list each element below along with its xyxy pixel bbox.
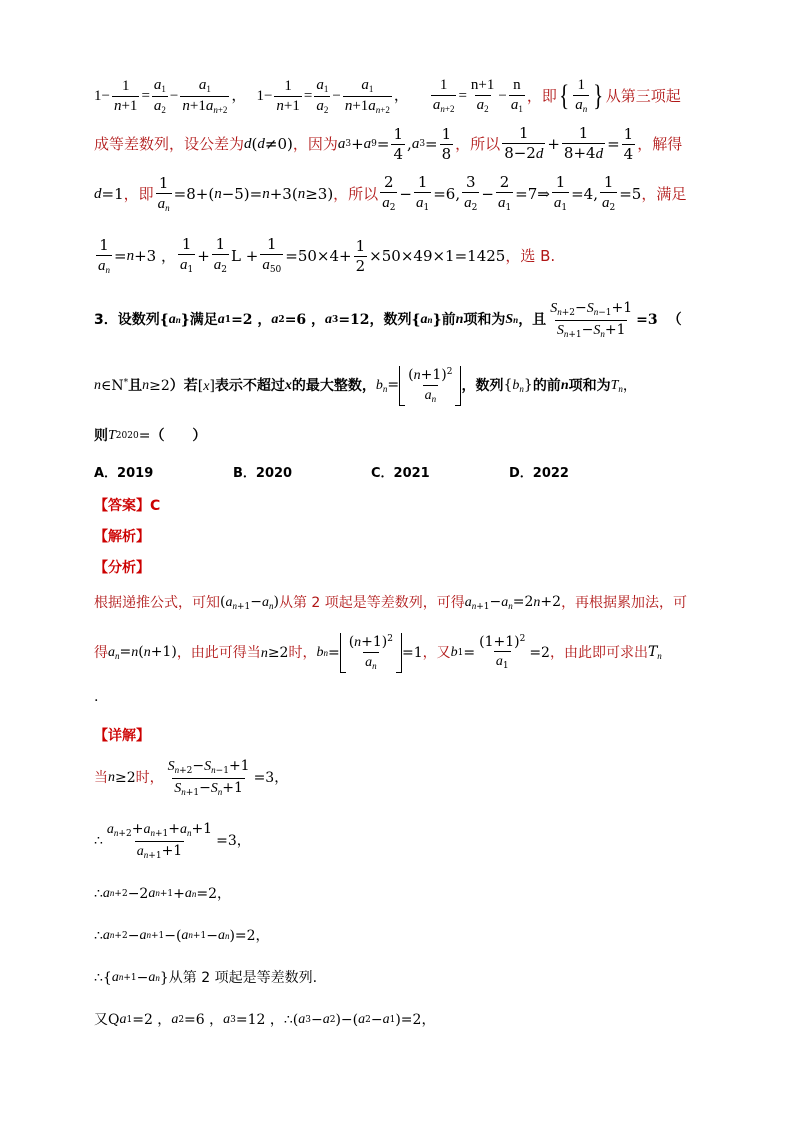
answer-label: 【答案】 — [94, 498, 150, 514]
text-l3-c: ，满足 — [641, 184, 687, 203]
fenxi-label: 【分析】 — [94, 560, 150, 576]
detail-line-6: 又 Q a 1 =2 ， a 2 =6 ， a 3 =12 ， ∴ ( a 3 − a 2 )−( a 2 − a 1 )=2 ， — [94, 1012, 436, 1028]
q3-text-1: 设数列 — [117, 312, 160, 328]
text-l2-b: ，因为 — [292, 134, 338, 153]
text-l2-a: 成等差数列，设公差为 — [94, 134, 245, 153]
detail-text-when: 当 — [94, 770, 108, 786]
answer-section — [94, 495, 160, 515]
jiexi-label: 【解析】 — [94, 529, 150, 545]
formula-line-2: 成等差数列，设公差为 d ( d ≠0) ，因为 a 3 + a 9 = 1 4 , a 3 = 1 8 ，所以 1 8−2d + 1 8+4d = 1 4 ，解得 — [94, 124, 683, 163]
analysis-text-c: ，再根据累加法，可 — [561, 595, 688, 611]
q3-text-5: 项和为 — [463, 312, 506, 328]
choice-a[interactable]: A．2019 — [94, 466, 154, 481]
analysis-line-2: 得 $a_n=n(n+1)$ ，由此可得当 n≥2 时， b n = $(n+1)^2$ $a_n$ =1 ，又 b 1 = $(1+1)^2$ $a_1$ =2 ，由此即可求出 $T_n$ — [94, 634, 662, 671]
choice-c[interactable]: C．2021 — [371, 466, 430, 481]
detail-comma-1: ， — [274, 770, 289, 786]
detail-text-shi: 时， — [135, 770, 164, 786]
analysis-text-f: 时， — [288, 645, 317, 661]
choice-d[interactable]: D．2022 — [509, 466, 569, 481]
q3-text-9: ）若 — [169, 378, 198, 394]
choice-b[interactable]: B．2020 — [233, 466, 293, 481]
q3-text-3: ，数列 — [369, 312, 412, 328]
detail-comma-2: ， — [236, 833, 251, 849]
text-l2-d: ，解得 — [637, 134, 683, 153]
analysis-text-e: ，由此可得当 — [176, 645, 261, 661]
formula-line-4: 1 $a_n$ = n +3 ， 1 $a_1$ + 1 $a_2$ L + 1 $a_{50}$ =50×4+ 1 2 ×50×49×1=1425 ，选 B. — [98, 235, 556, 275]
therefore-icon: ∴ — [94, 970, 103, 986]
text-l4-a: ，选 B. — [505, 246, 556, 265]
analysis-text-h: ，由此即可求出 — [549, 645, 648, 661]
detail-line-2: ∴ $a_{n+2}+a_{n+1}+a_n+1$ $a_{n+1}+1$ =3 ， — [94, 820, 251, 861]
q3-text-10: 表示不超过 — [214, 378, 285, 394]
q3-text-6: ，且 — [518, 312, 547, 328]
q3-text-13: 的前 — [532, 378, 561, 394]
detail-line-3: ∴ a n+2 −2 a n+1 + a n =2 ， — [94, 886, 231, 902]
detail-line-1: 当 n ≥2 时， $S_{n+2}-S_{n-1}+1$ $S_{n+1}-S_n+1$ =3 ， — [94, 757, 289, 798]
analysis-text-a: 根据递推公式，可知 — [94, 595, 220, 611]
text-l3-a: ，即 — [123, 184, 154, 203]
detail-text-arith: 从第 2 项起是等差数列. — [168, 970, 318, 986]
analysis-text-d: 得 — [94, 645, 108, 661]
q3-text-2: 满足 — [189, 312, 218, 328]
q3-text-16: （ ） — [150, 428, 207, 444]
formula-line-1: 1− $\frac{1}{n+1}$ = $\frac{a_1}{a_2}$ − $\frac{a_1}{n+1a_{n+2}}$ ， 1− $\frac{1}{n+1}$ = $\frac{a_1}{a_2}$ − $\frac{a_1}{n+1a_{n+2}}$ ， $\frac{1}{a_{n+2}}$ = $\frac{n+1}{a_2}$ − $\frac{n}{a_1}$ ，即 { 1 $a_n$ } 从第三项起 — [94, 76, 681, 115]
choices — [94, 462, 694, 482]
text-l1-tail: 从第三项起 — [605, 86, 681, 105]
text-l3-b: ，所以 — [333, 184, 379, 203]
q3-text-14: 项和为 — [568, 378, 611, 394]
formula-line-3: d =1 ，即 1 $a_n$ =8+( n −5)= n +3( n ≥3) ，所以 2 $a_2$ − 1 $a_1$ =6, 3 $a_2$ − 2 $a_1$ =7⇒ 1 $a_1$ =4, 1 $a_2$ =5 ，满足 — [94, 173, 687, 213]
xiangjie-label: 【详解】 — [94, 728, 150, 744]
question-number: 3． — [94, 312, 118, 328]
detail-line-4: ∴ a n+2 − a n+1 −( a n+1 − a n )=2 ， — [94, 928, 270, 944]
therefore-icon: ∴ — [94, 833, 103, 849]
answer-value: C — [150, 498, 161, 514]
therefore-icon: ∴ — [94, 886, 103, 902]
text-l2-c: ，所以 — [455, 134, 501, 153]
q3-text-15: 则 — [94, 428, 108, 444]
q3-text-8: 且 — [128, 378, 143, 394]
detail-comma-4: ， — [255, 928, 270, 944]
analysis-text-b: 从第 2 项起是等差数列，可得 — [278, 595, 465, 611]
q3-text-11: 的最大整数， — [291, 378, 376, 394]
analysis-text-g: ，又 — [422, 645, 451, 661]
detail-text-you: 又 — [94, 1012, 108, 1028]
q3-text-4: 前 — [441, 312, 456, 328]
analysis-line-1: 根据递推公式，可知 $(a_{n+1}-a_n)$ 从第 2 项起是等差数列，可得 $a_{n+1}-a_n=2n+2$ ，再根据累加法，可 — [94, 593, 688, 612]
q3-text-7: （ — [667, 312, 682, 328]
question-3-line-3: 则 T 2020 = （ ） — [94, 428, 207, 444]
question-3-line-1: 3． 设数列 { a n } 满足 a 1 =2 ， a 2 =6 ， a 3 =12 ，数列 { a n } 前 n 项和为 S n ，且 $S_{n+2}-S_{n-1}+1$ $S_{n+1}-S_n+1$ =3 （ — [94, 299, 682, 340]
q3-text-12: ，数列 — [461, 378, 504, 394]
detail-comma-5: ， — [421, 1012, 436, 1028]
therefore-icon: ∴ — [94, 928, 103, 944]
detail-line-5: ∴ { a n+1 − a n } 从第 2 项起是等差数列. — [94, 970, 318, 986]
question-3-line-2: n ∈N* 且 n ≥2 ）若 [x] 表示不超过 x 的最大整数， $b_n=$ $(n+1)^2$ $a_n$ ，数列 $\{b_n\}$ 的前 n 项和为 $T_n$ ， — [94, 367, 637, 404]
therefore-icon: ∴ — [283, 1012, 293, 1028]
analysis-dot: . — [94, 689, 99, 705]
detail-comma-3: ， — [217, 886, 231, 902]
